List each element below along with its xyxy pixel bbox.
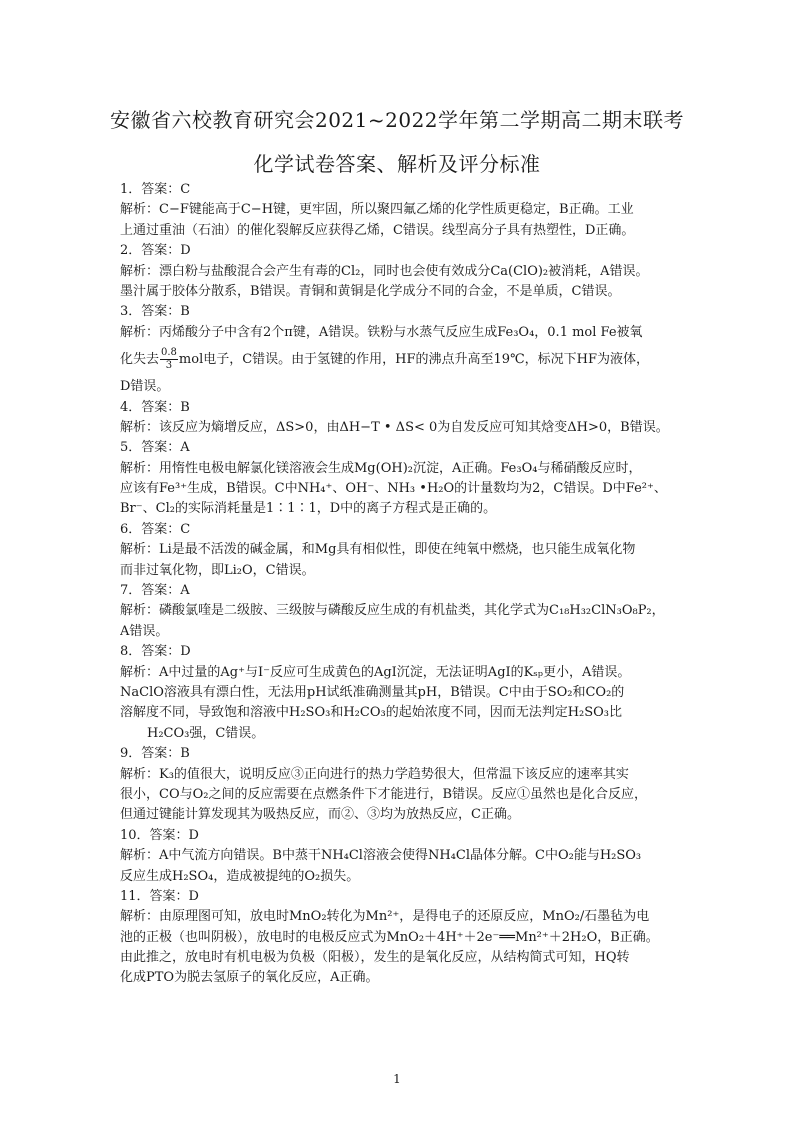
analysis-line: 解析：A中过量的Ag⁺与I⁻反应可生成黄色的AgI沉淀，无法证明AgI的Kₛₚ更小，A错误。 — [120, 664, 631, 680]
analysis-line-with-fraction — [120, 343, 680, 377]
analysis-line: 很小，CO与O₂之间的反应需要在点燃条件下才能进行，B错误。反应①虽然也是化合反应， — [120, 786, 648, 802]
analysis-line: 墨汁属于胶体分散系，B错误。青铜和黄铜是化学成分不同的合金，不是单质，C错误。 — [120, 283, 621, 299]
analysis-line: D错误。 — [120, 379, 170, 395]
analysis-line: 化成PTO为脱去氢原子的氧化反应，A正确。 — [120, 970, 379, 986]
analysis-line: NaClO溶液具有漂白性，无法用pH试纸准确测量其pH，B错误。C中由于SO₂和CO₂的 — [120, 684, 625, 700]
analysis-line: 解析：用惰性电极电解氯化镁溶液会生成Mg(OH)₂沉淀，A正确。Fe₃O₄与稀硝酸反应时， — [120, 460, 642, 476]
fraction-numerator: 0.8 — [161, 347, 177, 359]
analysis-line: Br⁻、Cl₂的实际消耗量是1∶1∶1，D中的离子方程式是正确的。 — [120, 501, 497, 517]
answer-line: 7．答案：A — [120, 583, 190, 599]
document-subtitle: 化学试卷答案、解析及评分标准 — [253, 152, 541, 176]
analysis-line: 溶解度不同，导致饱和溶液中H₂SO₃和H₂CO₃的起始浓度不同，因而无法判定H₂SO₃比 — [120, 705, 623, 721]
analysis-line: H₂CO₃强，C错误。 — [147, 725, 265, 741]
answer-line: 8．答案：D — [120, 644, 191, 660]
analysis-line: 解析：K₃的值很大，说明反应③正向进行的热力学趋势很大，但常温下该反应的速率其实 — [120, 766, 629, 782]
analysis-line: A错误。 — [120, 623, 169, 639]
analysis-line: 由此推之，放电时有机电极为负极（阳极），发生的是氧化反应，从结构简式可知，HQ转 — [120, 950, 630, 966]
analysis-line: 解析：A中气流方向错误。B中蒸干NH₄Cl溶液会使得NH₄Cl晶体分解。C中O₂能与H₂SO₃ — [120, 848, 642, 864]
analysis-line: 应该有Fe³⁺生成，B错误。C中NH₄⁺、OH⁻、NH₃ •H₂O的计量数均为2，C错误。D中Fe²⁺、 — [120, 481, 667, 497]
fraction — [160, 347, 178, 372]
analysis-line: 解析：磷酸氯喹是二级胺、三级胺与磷酸反应生成的有机盐类，其化学式为C₁₈H₃₂ClN₃O₈P₂， — [120, 603, 665, 619]
answer-list — [120, 180, 680, 989]
answer-line: 2．答案：D — [120, 243, 191, 259]
answer-line: 4．答案：B — [120, 399, 190, 415]
answer-line: 11．答案：D — [120, 888, 199, 904]
analysis-line: 解析：漂白粉与盐酸混合会产生有毒的Cl₂，同时也会使有效成分Ca(ClO)₂被消耗，A错误。 — [120, 263, 649, 279]
answer-line: 9．答案：B — [120, 746, 190, 762]
analysis-line: 解析：由原理图可知，放电时MnO₂转化为Mn²⁺，是得电子的还原反应，MnO₂/石墨毡为电 — [120, 909, 650, 925]
answer-line: 6．答案：C — [120, 521, 191, 537]
analysis-line: 但通过键能计算发现其为吸热反应，而②、③均为放热反应，C正确。 — [120, 807, 520, 823]
analysis-line: 解析：该反应为熵增反应，ΔS>0，由ΔH−T • ΔS< 0为自发反应可知其焓变ΔH>0，B错误。 — [120, 419, 669, 435]
analysis-line: 池的正极（也叫阴极），放电时的电极反应式为MnO₂＋4H⁺＋2e⁻══Mn²⁺＋2H₂O，B正确。 — [120, 929, 659, 945]
fraction-suffix: mol电子，C错误。由于氢键的作用，HF的沸点升高至19℃，标况下HF为液体， — [178, 352, 649, 368]
analysis-line: 上通过重油（石油）的催化裂解反应获得乙烯，C错误。线型高分子具有热塑性，D正确。 — [120, 222, 635, 238]
analysis-line: 解析：丙烯酸分子中含有2个π键，A错误。铁粉与水蒸气反应生成Fe₃O₄，0.1 mol Fe被氧 — [120, 324, 643, 340]
answer-line: 10．答案：D — [120, 827, 199, 843]
analysis-line: 解析：Li是最不活泼的碱金属，和Mg具有相似性，即使在纯氧中燃烧，也只能生成氧化物 — [120, 542, 636, 558]
analysis-line: 而非过氧化物，即Li₂O，C错误。 — [120, 562, 315, 578]
analysis-line: 反应生成H₂SO₄，造成被提纯的O₂损失。 — [120, 868, 360, 884]
analysis-line: 解析：C−F键能高于C−H键，更牢固，所以聚四氟乙烯的化学性质更稳定，B正确。工业 — [120, 202, 634, 218]
fraction-prefix: 化失去 — [120, 352, 160, 368]
answer-line: 1．答案：C — [120, 182, 191, 197]
fraction-denominator: 3 — [165, 360, 173, 372]
page-number: 1 — [393, 1072, 401, 1086]
answer-line: 3．答案：B — [120, 304, 190, 320]
answer-line: 5．答案：A — [120, 440, 190, 456]
document-title: 安徽省六校教育研究会2021~2022学年第二学期高二期末联考 — [109, 108, 685, 132]
